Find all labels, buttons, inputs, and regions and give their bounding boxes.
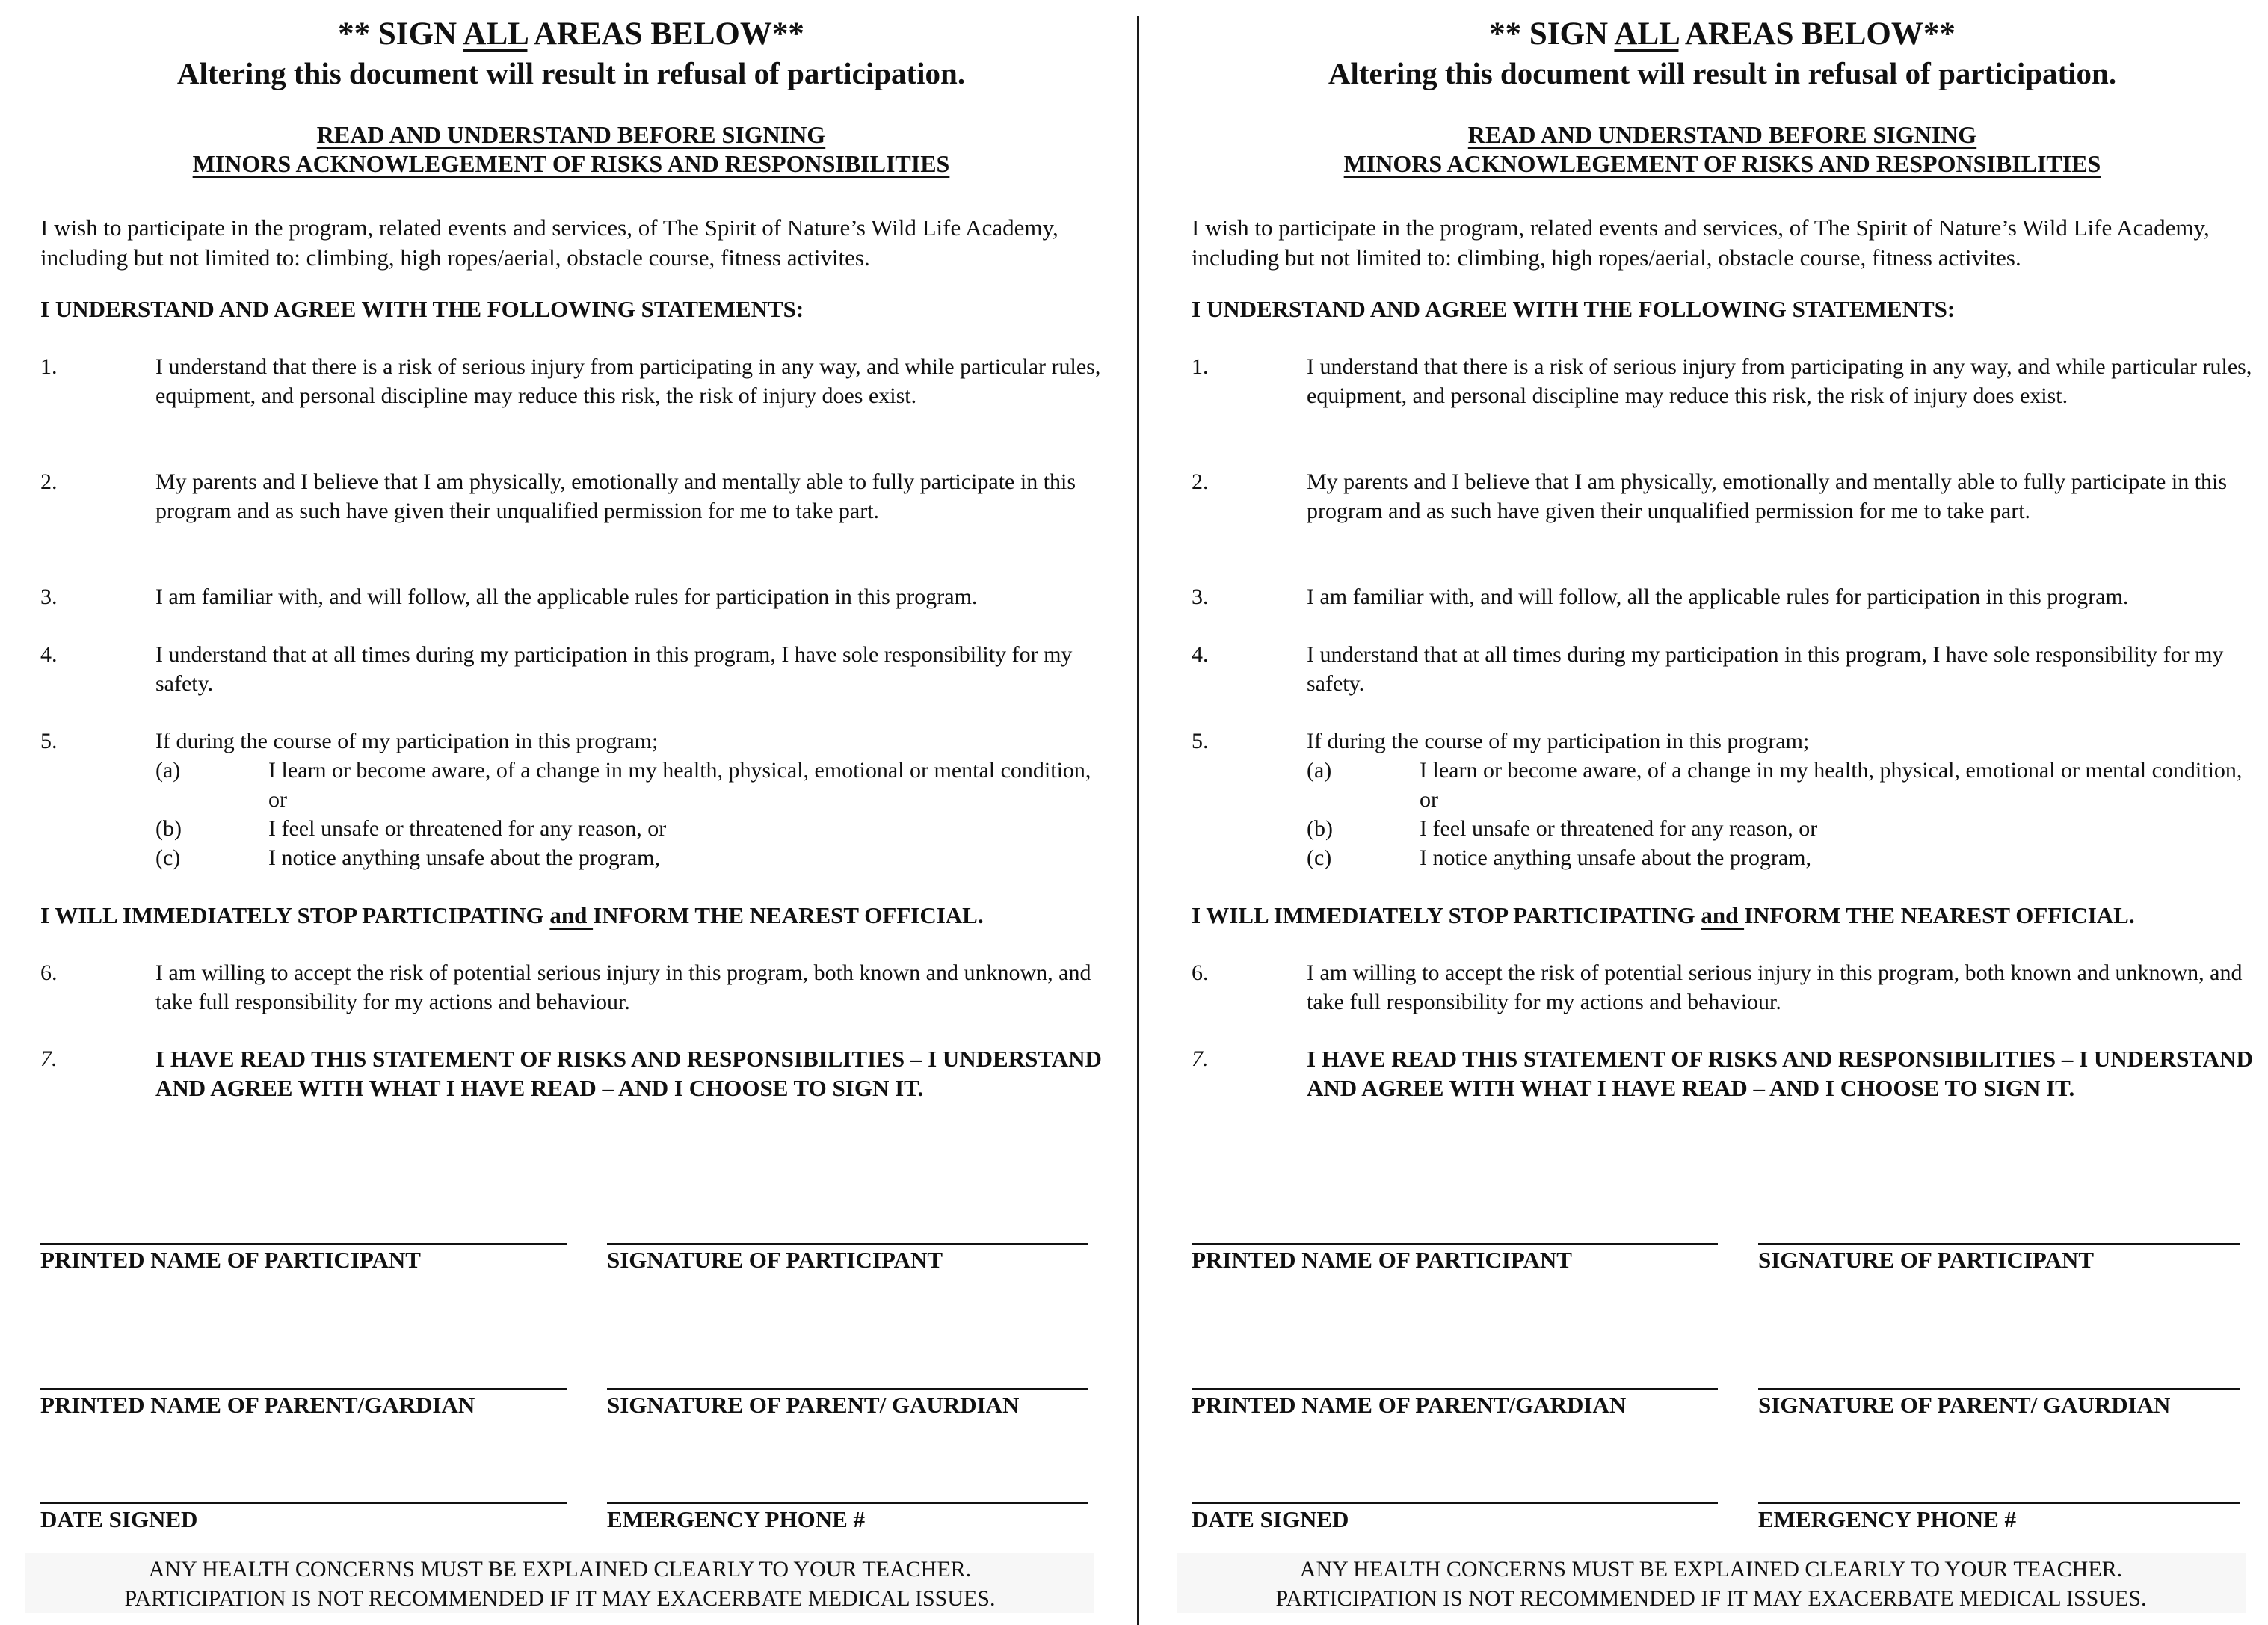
- participant-name-line[interactable]: [40, 1243, 567, 1245]
- item-text: I understand that at all times during my participation in this program, I have sole responsibility for my safety.: [1307, 642, 2224, 696]
- item-number: 5.: [40, 729, 58, 753]
- title-emphasis: ALL: [1614, 16, 1679, 52]
- participant-name-label: PRINTED NAME OF PARTICIPANT: [1192, 1247, 1572, 1273]
- sub-text: I learn or become aware, of a change in my health, physical, emotional or mental condition, or: [268, 758, 1091, 812]
- emergency-phone-label: EMERGENCY PHONE #: [607, 1506, 866, 1532]
- date-signed-line[interactable]: [1192, 1502, 1718, 1504]
- sub-letter: (b): [155, 816, 182, 841]
- parent-signature-label: SIGNATURE OF PARENT/ GAURDIAN: [1758, 1392, 2171, 1418]
- health-notice: [25, 1553, 1094, 1613]
- health-notice-line1: ANY HEALTH CONCERNS MUST BE EXPLAINED CLEARLY TO YOUR TEACHER.: [148, 1557, 972, 1582]
- sub-text: I notice anything unsafe about the program,: [1420, 845, 1812, 870]
- parent-signature-line[interactable]: [1758, 1388, 2240, 1390]
- date-signed-label: DATE SIGNED: [40, 1506, 198, 1532]
- acknowledgement-heading: MINORS ACKNOWLEGEMENT OF RISKS AND RESPONSIBILITIES: [192, 150, 950, 177]
- acknowledgement-heading: MINORS ACKNOWLEGEMENT OF RISKS AND RESPONSIBILITIES: [1343, 150, 2101, 177]
- parent-signature-line[interactable]: [607, 1388, 1088, 1390]
- stop-participating-heading: [40, 901, 1102, 931]
- item-text: I HAVE READ THIS STATEMENT OF RISKS AND RESPONSIBILITIES – I UNDERSTAND AND AGREE WITH WHAT I HAVE READ – AND I CHOOSE TO SIGN IT.: [155, 1046, 1102, 1101]
- title-text-end: AREAS BELOW**: [527, 16, 804, 52]
- item-number: 3.: [1192, 585, 1209, 609]
- waiver-page-left: [40, 0, 1132, 1624]
- health-notice-line2: PARTICIPATION IS NOT RECOMMENDED IF IT MAY EXACERBATE MEDICAL ISSUES.: [1275, 1586, 2147, 1611]
- item-text: If during the course of my participation in this program;: [1307, 729, 1810, 753]
- item-text: I HAVE READ THIS STATEMENT OF RISKS AND RESPONSIBILITIES – I UNDERSTAND AND AGREE WITH WHAT I HAVE READ – AND I CHOOSE TO SIGN IT.: [1307, 1046, 2253, 1101]
- item-text: I am willing to accept the risk of potential serious injury in this program, both known and unknown, and take full responsibility for my actions and behaviour.: [155, 960, 1091, 1014]
- item-text: I understand that at all times during my participation in this program, I have sole responsibility for my safety.: [155, 642, 1073, 696]
- date-signed-line[interactable]: [40, 1502, 567, 1504]
- warning-line: Altering this document will result in refusal of participation.: [1328, 56, 2117, 90]
- sub-letter: (a): [155, 758, 181, 783]
- parent-name-line[interactable]: [1192, 1388, 1718, 1390]
- title-text: ** SIGN: [1489, 16, 1615, 52]
- emergency-phone-line[interactable]: [607, 1502, 1088, 1504]
- stop-text-end: INFORM THE NEAREST OFFICIAL.: [593, 902, 984, 928]
- item-number: 1.: [1192, 354, 1209, 379]
- item-number: 2.: [1192, 469, 1209, 494]
- participant-name-line[interactable]: [1192, 1243, 1718, 1245]
- stop-participating-heading: [1192, 901, 2253, 931]
- item-number: 4.: [1192, 642, 1209, 667]
- intro-paragraph: I wish to participate in the program, related events and services, of The Spirit of Nature’s Wild Life Academy, including but not limited to: climbing, high ropes/aerial, obstacle course, fitness activites.: [1192, 215, 2210, 271]
- item-text: My parents and I believe that I am physically, emotionally and mentally able to fully participate in this program and as such have given their unqualified permission for me to take part.: [155, 469, 1076, 523]
- warning-line: Altering this document will result in refusal of participation.: [176, 56, 966, 90]
- item-text: My parents and I believe that I am physically, emotionally and mentally able to fully participate in this program and as such have given their unqualified permission for me to take part.: [1307, 469, 2228, 523]
- page-divider: [1137, 16, 1139, 1625]
- title-text: ** SIGN: [338, 16, 463, 52]
- item-text: I am familiar with, and will follow, all the applicable rules for participation in this program.: [1307, 585, 2129, 609]
- item-number: 5.: [1192, 729, 1209, 753]
- stop-text: I WILL IMMEDIATELY STOP PARTICIPATING: [40, 902, 550, 928]
- emergency-phone-line[interactable]: [1758, 1502, 2240, 1504]
- emergency-phone-label: EMERGENCY PHONE #: [1758, 1506, 2017, 1532]
- health-notice-line2: PARTICIPATION IS NOT RECOMMENDED IF IT MAY EXACERBATE MEDICAL ISSUES.: [124, 1586, 996, 1611]
- parent-name-label: PRINTED NAME OF PARENT/GARDIAN: [40, 1392, 475, 1418]
- health-notice-line1: ANY HEALTH CONCERNS MUST BE EXPLAINED CLEARLY TO YOUR TEACHER.: [1299, 1557, 2123, 1582]
- parent-name-line[interactable]: [40, 1388, 567, 1390]
- health-notice: [1177, 1553, 2246, 1613]
- item-number: 6.: [1192, 960, 1209, 985]
- stop-text: I WILL IMMEDIATELY STOP PARTICIPATING: [1192, 902, 1701, 928]
- participant-signature-line[interactable]: [607, 1243, 1088, 1245]
- agree-statements-heading: I UNDERSTAND AND AGREE WITH THE FOLLOWING STATEMENTS:: [40, 296, 804, 322]
- item-text: I am familiar with, and will follow, all the applicable rules for participation in this program.: [155, 585, 978, 609]
- participant-signature-label: SIGNATURE OF PARTICIPANT: [607, 1247, 943, 1273]
- item-number: 6.: [40, 960, 58, 985]
- date-signed-label: DATE SIGNED: [1192, 1506, 1349, 1532]
- participant-name-label: PRINTED NAME OF PARTICIPANT: [40, 1247, 421, 1273]
- parent-name-label: PRINTED NAME OF PARENT/GARDIAN: [1192, 1392, 1627, 1418]
- parent-signature-label: SIGNATURE OF PARENT/ GAURDIAN: [607, 1392, 1020, 1418]
- participant-signature-label: SIGNATURE OF PARTICIPANT: [1758, 1247, 2095, 1273]
- stop-emphasis: and: [549, 902, 594, 928]
- item-number: 4.: [40, 642, 58, 667]
- sub-letter: (a): [1307, 758, 1332, 783]
- sub-text: I feel unsafe or threatened for any reason, or: [1420, 816, 1818, 841]
- sub-text: I notice anything unsafe about the program,: [268, 845, 661, 870]
- sub-letter: (b): [1307, 816, 1333, 841]
- title-emphasis: ALL: [463, 16, 528, 52]
- read-before-signing-heading: READ AND UNDERSTAND BEFORE SIGNING: [1467, 121, 1977, 148]
- read-before-signing-heading: READ AND UNDERSTAND BEFORE SIGNING: [316, 121, 826, 148]
- title-text-end: AREAS BELOW**: [1678, 16, 1956, 52]
- item-text: I understand that there is a risk of serious injury from participating in any way, and while particular rules, equipment, and personal discipline may reduce this risk, the risk of injury does exist.: [1307, 354, 2252, 408]
- sub-letter: (c): [1307, 845, 1332, 870]
- sub-text: I feel unsafe or threatened for any reason, or: [268, 816, 667, 841]
- waiver-page-right: [1192, 0, 2268, 1624]
- item-number: 2.: [40, 469, 58, 494]
- participant-signature-line[interactable]: [1758, 1243, 2240, 1245]
- item-text: I am willing to accept the risk of potential serious injury in this program, both known and unknown, and take full responsibility for my actions and behaviour.: [1307, 960, 2243, 1014]
- sub-letter: (c): [155, 845, 181, 870]
- item-number: 7.: [1192, 1046, 1209, 1071]
- sub-text: I learn or become aware, of a change in my health, physical, emotional or mental condition, or: [1420, 758, 2243, 812]
- page-title: [1192, 15, 2253, 54]
- item-number: 7.: [40, 1046, 58, 1071]
- item-text: I understand that there is a risk of serious injury from participating in any way, and while particular rules, equipment, and personal discipline may reduce this risk, the risk of injury does exist.: [155, 354, 1101, 408]
- stop-emphasis: and: [1701, 902, 1745, 928]
- item-text: If during the course of my participation in this program;: [155, 729, 659, 753]
- intro-paragraph: I wish to participate in the program, related events and services, of The Spirit of Nature’s Wild Life Academy, including but not limited to: climbing, high ropes/aerial, obstacle course, fitness activites.: [40, 215, 1058, 271]
- item-number: 1.: [40, 354, 58, 379]
- agree-statements-heading: I UNDERSTAND AND AGREE WITH THE FOLLOWING STATEMENTS:: [1192, 296, 1956, 322]
- item-number: 3.: [40, 585, 58, 609]
- stop-text-end: INFORM THE NEAREST OFFICIAL.: [1744, 902, 2135, 928]
- page-title: [40, 15, 1102, 54]
